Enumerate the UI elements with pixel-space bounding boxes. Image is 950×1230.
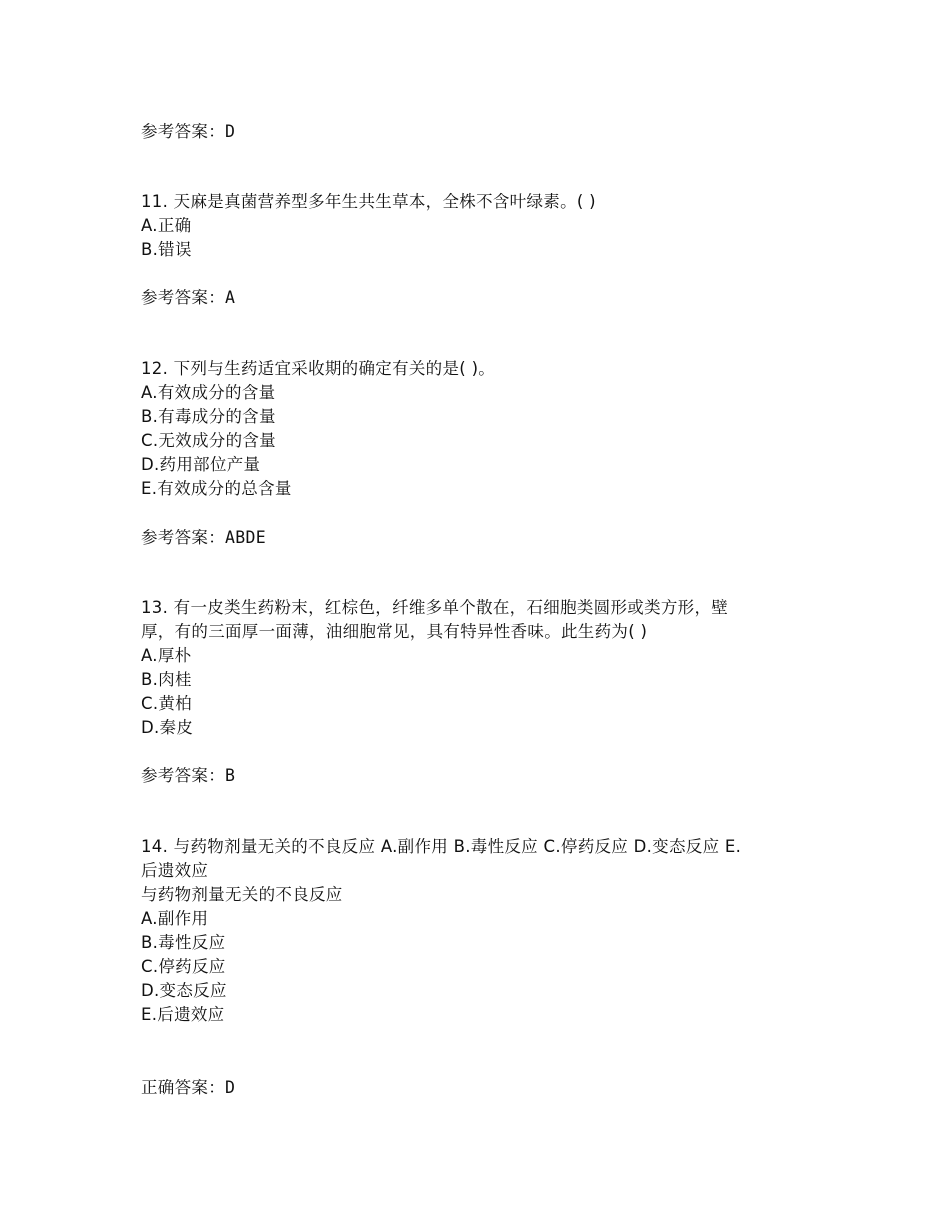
question-11-option-b: B.错误 [141,240,192,259]
answer-value: D [225,1078,236,1097]
question-14-option-c: C.停药反应 [141,957,226,976]
question-13-option-b: B.肉桂 [141,670,192,689]
question-14-option-e: E.后遗效应 [141,1005,225,1024]
question-14-option-b: B.毒性反应 [141,933,226,952]
question-12-option-d: D.药用部位产量 [141,455,261,474]
question-13-option-a: A.厚朴 [141,646,192,665]
question-12-option-a: A.有效成分的含量 [141,383,276,402]
answer-label: 参考答案： [141,288,225,307]
question-13-stem-line-2: 厚，有的三面厚一面薄，油细胞常见，具有特异性香味。此生药为( ) [141,622,648,641]
question-11-option-a: A.正确 [141,216,192,235]
answer-14 [141,1076,235,1100]
question-12-option-e: E.有效成分的总含量 [141,479,292,498]
question-12-stem: 12. 下列与生药适宜采收期的确定有关的是( )。 [141,359,496,378]
question-14-stem-line-1: 14. 与药物剂量无关的不良反应 A.副作用 B.毒性反应 C.停药反应 D.变态反应 E. [141,837,742,856]
answer-10 [141,120,235,144]
question-12-option-c: C.无效成分的含量 [141,431,276,450]
question-13-option-c: C.黄柏 [141,694,192,713]
question-13-option-d: D.秦皮 [141,718,194,737]
question-13-stem-line-1: 13. 有一皮类生药粉末，红棕色，纤维多单个散在，石细胞类圆形或类方形，壁 [141,598,729,617]
question-11-stem: 11. 天麻是真菌营养型多年生共生草本，全株不含叶绿素。( ) [141,192,596,211]
answer-label: 参考答案： [141,528,225,547]
answer-11 [141,286,235,310]
question-12-option-b: B.有毒成分的含量 [141,407,276,426]
answer-label: 参考答案： [141,766,225,785]
answer-13 [141,764,235,788]
answer-12 [141,526,266,550]
answer-label: 参考答案： [141,122,225,141]
question-14-option-d: D.变态反应 [141,981,227,1000]
answer-value: D [225,122,236,141]
answer-value: ABDE [225,528,266,547]
question-14-stem-line-2: 后遗效应 [141,861,209,880]
question-14-stem-line-3: 与药物剂量无关的不良反应 [141,885,343,904]
answer-value: B [225,766,236,785]
question-14-option-a: A.副作用 [141,909,209,928]
answer-value: A [225,288,236,307]
answer-label: 正确答案： [141,1078,225,1097]
